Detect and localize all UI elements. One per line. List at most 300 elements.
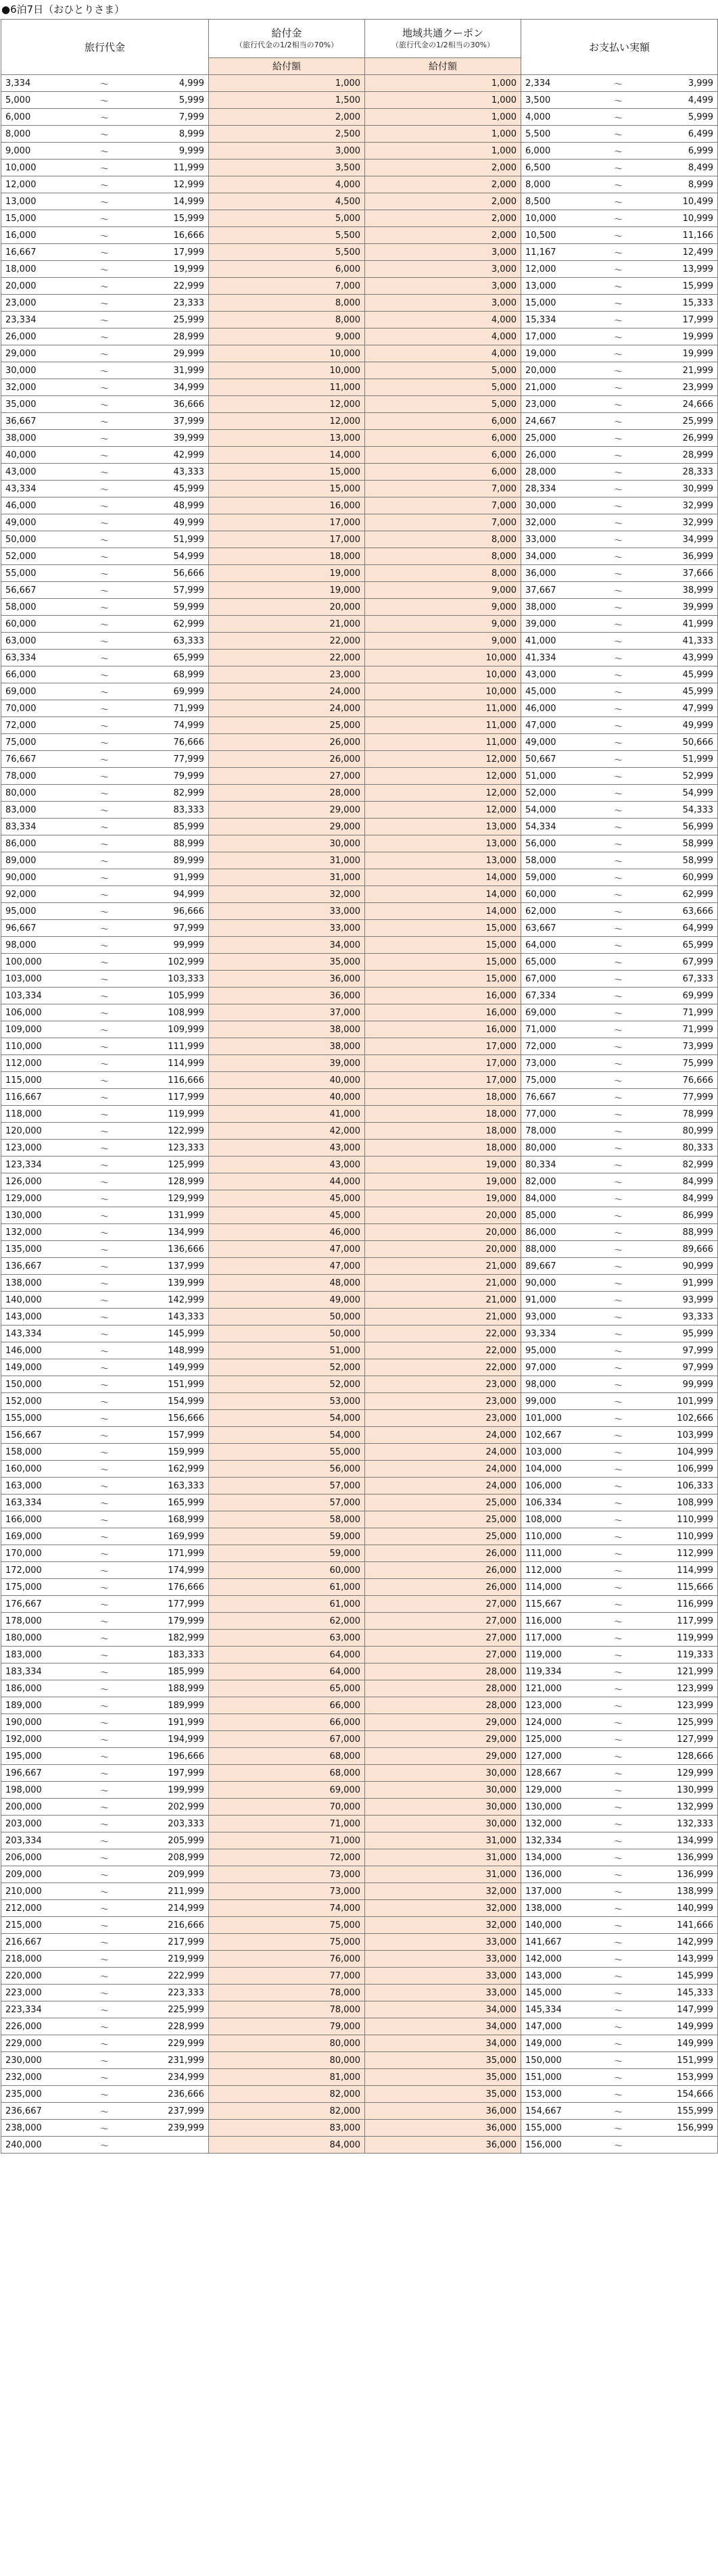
travel-cost-to: 219,999	[135, 1951, 209, 1968]
table-row	[1, 176, 718, 193]
range-separator: ～	[74, 1832, 135, 1849]
travel-cost-to: 111,999	[135, 1038, 209, 1055]
benefit-amount: 44,000	[209, 1173, 365, 1190]
range-separator: ～	[586, 2120, 651, 2137]
range-separator: ～	[74, 852, 135, 869]
range-separator: ～	[74, 1376, 135, 1393]
range-separator: ～	[586, 1680, 651, 1697]
payment-to: 97,999	[651, 1359, 718, 1376]
range-separator: ～	[586, 852, 651, 869]
range-separator: ～	[586, 126, 651, 143]
range-separator: ～	[586, 109, 651, 126]
travel-cost-to: 99,999	[135, 937, 209, 954]
range-separator: ～	[586, 1528, 651, 1545]
benefit-amount: 58,000	[209, 1511, 365, 1528]
payment-from: 127,000	[521, 1748, 586, 1765]
table-row	[1, 971, 718, 988]
table-row	[1, 92, 718, 109]
range-separator: ～	[74, 1038, 135, 1055]
coupon-amount: 18,000	[365, 1089, 521, 1106]
payment-to: 24,666	[651, 396, 718, 413]
travel-cost-to: 62,999	[135, 616, 209, 633]
travel-cost-to: 176,666	[135, 1579, 209, 1596]
payment-from: 62,000	[521, 903, 586, 920]
benefit-amount: 35,000	[209, 954, 365, 971]
travel-cost-from: 89,000	[1, 852, 74, 869]
benefit-amount: 4,500	[209, 193, 365, 210]
benefit-amount: 48,000	[209, 1275, 365, 1292]
payment-to: 6,499	[651, 126, 718, 143]
table-row	[1, 1832, 718, 1849]
coupon-amount: 36,000	[365, 2120, 521, 2137]
travel-cost-from: 3,334	[1, 75, 74, 92]
payment-to: 19,999	[651, 345, 718, 362]
table-row	[1, 261, 718, 278]
range-separator: ～	[74, 2086, 135, 2103]
benefit-amount: 68,000	[209, 1748, 365, 1765]
payment-from: 2,334	[521, 75, 586, 92]
payment-to: 6,999	[651, 143, 718, 160]
benefit-amount: 45,000	[209, 1207, 365, 1224]
table-row	[1, 345, 718, 362]
payment-from: 6,500	[521, 160, 586, 176]
coupon-amount: 4,000	[365, 345, 521, 362]
range-separator: ～	[586, 565, 651, 582]
payment-from: 95,000	[521, 1342, 586, 1359]
payment-to: 151,999	[651, 2052, 718, 2069]
payment-to: 156,999	[651, 2120, 718, 2137]
range-separator: ～	[586, 2103, 651, 2120]
travel-cost-to: 103,333	[135, 971, 209, 988]
range-separator: ～	[74, 497, 135, 514]
travel-cost-to: 129,999	[135, 1190, 209, 1207]
range-separator: ～	[74, 988, 135, 1004]
table-row	[1, 227, 718, 244]
payment-from: 28,000	[521, 464, 586, 481]
range-separator: ～	[74, 447, 135, 464]
travel-cost-to: 23,333	[135, 295, 209, 312]
table-row	[1, 2103, 718, 2120]
range-separator: ～	[74, 937, 135, 954]
benefit-amount: 6,000	[209, 261, 365, 278]
travel-cost-from: 76,667	[1, 751, 74, 768]
table-row	[1, 514, 718, 531]
range-separator: ～	[74, 1680, 135, 1697]
range-separator: ～	[74, 1883, 135, 1900]
payment-from: 63,667	[521, 920, 586, 937]
payment-from: 50,667	[521, 751, 586, 768]
travel-cost-to: 7,999	[135, 109, 209, 126]
range-separator: ～	[586, 362, 651, 379]
table-row	[1, 1342, 718, 1359]
header-coupon-note: （旅行代金の1/2相当の30%）	[391, 41, 495, 49]
benefit-amount: 66,000	[209, 1714, 365, 1731]
table-row	[1, 1258, 718, 1275]
benefit-amount: 84,000	[209, 2137, 365, 2154]
benefit-amount: 50,000	[209, 1309, 365, 1326]
coupon-amount: 7,000	[365, 497, 521, 514]
payment-to: 84,999	[651, 1190, 718, 1207]
range-separator: ～	[586, 988, 651, 1004]
travel-cost-from: 123,000	[1, 1140, 74, 1157]
table-row	[1, 2069, 718, 2086]
range-separator: ～	[74, 1630, 135, 1647]
range-separator: ～	[74, 1697, 135, 1714]
travel-cost-from: 226,000	[1, 2018, 74, 2035]
coupon-amount: 15,000	[365, 920, 521, 937]
range-separator: ～	[74, 1427, 135, 1444]
travel-cost-to: 143,333	[135, 1309, 209, 1326]
range-separator: ～	[586, 1900, 651, 1917]
range-separator: ～	[74, 1342, 135, 1359]
range-separator: ～	[586, 1478, 651, 1494]
coupon-amount: 19,000	[365, 1157, 521, 1173]
travel-cost-to: 139,999	[135, 1275, 209, 1292]
range-separator: ～	[586, 1021, 651, 1038]
travel-cost-to: 211,999	[135, 1883, 209, 1900]
travel-cost-from: 163,000	[1, 1478, 74, 1494]
benefit-amount: 16,000	[209, 497, 365, 514]
travel-cost-to: 199,999	[135, 1782, 209, 1799]
travel-cost-to: 136,666	[135, 1241, 209, 1258]
payment-from: 106,000	[521, 1478, 586, 1494]
table-row	[1, 1072, 718, 1089]
payment-from: 21,000	[521, 379, 586, 396]
coupon-amount: 7,000	[365, 481, 521, 497]
payment-to: 108,999	[651, 1494, 718, 1511]
payment-to: 15,999	[651, 278, 718, 295]
benefit-amount: 24,000	[209, 700, 365, 717]
range-separator: ～	[74, 1951, 135, 1968]
table-row	[1, 1292, 718, 1309]
coupon-amount: 32,000	[365, 1883, 521, 1900]
table-row	[1, 920, 718, 937]
payment-to: 149,999	[651, 2018, 718, 2035]
travel-cost-to: 189,999	[135, 1697, 209, 1714]
travel-cost-to: 179,999	[135, 1613, 209, 1630]
range-separator: ～	[586, 1968, 651, 1985]
travel-cost-from: 155,000	[1, 1410, 74, 1427]
range-separator: ～	[74, 1258, 135, 1275]
travel-cost-to: 217,999	[135, 1934, 209, 1951]
coupon-amount: 8,000	[365, 565, 521, 582]
travel-cost-from: 109,000	[1, 1021, 74, 1038]
range-separator: ～	[586, 143, 651, 160]
range-separator: ～	[586, 1579, 651, 1596]
travel-cost-from: 58,000	[1, 599, 74, 616]
payment-from: 108,000	[521, 1511, 586, 1528]
travel-cost-from: 16,000	[1, 227, 74, 244]
travel-cost-from: 149,000	[1, 1359, 74, 1376]
travel-cost-to: 102,999	[135, 954, 209, 971]
table-row	[1, 2137, 718, 2154]
travel-cost-to: 8,999	[135, 126, 209, 143]
table-row	[1, 1613, 718, 1630]
range-separator: ～	[586, 768, 651, 785]
range-separator: ～	[586, 1799, 651, 1816]
travel-cost-to: 163,333	[135, 1478, 209, 1494]
travel-cost-from: 215,000	[1, 1917, 74, 1934]
table-row	[1, 109, 718, 126]
payment-from: 110,000	[521, 1528, 586, 1545]
coupon-amount: 12,000	[365, 802, 521, 819]
range-separator: ～	[586, 92, 651, 109]
range-separator: ～	[74, 2018, 135, 2035]
coupon-amount: 31,000	[365, 1832, 521, 1849]
travel-cost-from: 135,000	[1, 1241, 74, 1258]
travel-cost-from: 66,000	[1, 666, 74, 683]
range-separator: ～	[586, 1951, 651, 1968]
travel-cost-to: 51,999	[135, 531, 209, 548]
travel-cost-from: 103,000	[1, 971, 74, 988]
range-separator: ～	[586, 1241, 651, 1258]
range-separator: ～	[74, 700, 135, 717]
range-separator: ～	[74, 1528, 135, 1545]
payment-to: 80,333	[651, 1140, 718, 1157]
travel-cost-to: 49,999	[135, 514, 209, 531]
benefit-amount: 31,000	[209, 869, 365, 886]
payment-to: 99,999	[651, 1376, 718, 1393]
table-row	[1, 1427, 718, 1444]
travel-cost-to: 239,999	[135, 2120, 209, 2137]
travel-cost-from: 209,000	[1, 1866, 74, 1883]
payment-from: 84,000	[521, 1190, 586, 1207]
table-row	[1, 1849, 718, 1866]
benefit-amount: 57,000	[209, 1494, 365, 1511]
travel-cost-to: 83,333	[135, 802, 209, 819]
range-separator: ～	[74, 1613, 135, 1630]
coupon-amount: 23,000	[365, 1410, 521, 1427]
payment-from: 114,000	[521, 1579, 586, 1596]
travel-cost-to: 65,999	[135, 650, 209, 666]
table-row	[1, 1968, 718, 1985]
coupon-amount: 8,000	[365, 531, 521, 548]
coupon-amount: 27,000	[365, 1647, 521, 1663]
payment-from: 111,000	[521, 1545, 586, 1562]
header-coupon: 地域共通クーポン （旅行代金の1/2相当の30%）	[365, 20, 521, 58]
payment-to: 153,999	[651, 2069, 718, 2086]
payment-to: 67,333	[651, 971, 718, 988]
travel-cost-to: 216,666	[135, 1917, 209, 1934]
travel-cost-to: 105,999	[135, 988, 209, 1004]
travel-cost-from: 130,000	[1, 1207, 74, 1224]
coupon-amount: 6,000	[365, 447, 521, 464]
payment-to: 62,999	[651, 886, 718, 903]
coupon-amount: 21,000	[365, 1275, 521, 1292]
range-separator: ～	[74, 514, 135, 531]
travel-cost-to: 209,999	[135, 1866, 209, 1883]
travel-cost-from: 229,000	[1, 2035, 74, 2052]
range-separator: ～	[586, 464, 651, 481]
coupon-amount: 1,000	[365, 109, 521, 126]
benefit-amount: 17,000	[209, 514, 365, 531]
table-row	[1, 1816, 718, 1832]
range-separator: ～	[74, 329, 135, 345]
benefit-amount: 40,000	[209, 1089, 365, 1106]
benefit-amount: 46,000	[209, 1224, 365, 1241]
payment-to: 41,333	[651, 633, 718, 650]
range-separator: ～	[74, 379, 135, 396]
payment-to: 25,999	[651, 413, 718, 430]
payment-from: 13,000	[521, 278, 586, 295]
range-separator: ～	[586, 1055, 651, 1072]
range-separator: ～	[74, 1393, 135, 1410]
benefit-amount: 20,000	[209, 599, 365, 616]
travel-cost-from: 146,000	[1, 1342, 74, 1359]
range-separator: ～	[586, 497, 651, 514]
travel-cost-from: 15,000	[1, 210, 74, 227]
travel-cost-from: 115,000	[1, 1072, 74, 1089]
table-row	[1, 1275, 718, 1292]
travel-cost-from: 143,000	[1, 1309, 74, 1326]
coupon-amount: 24,000	[365, 1461, 521, 1478]
payment-from: 56,000	[521, 835, 586, 852]
range-separator: ～	[586, 1089, 651, 1106]
coupon-amount: 32,000	[365, 1900, 521, 1917]
travel-cost-to: 63,333	[135, 633, 209, 650]
travel-cost-from: 75,000	[1, 734, 74, 751]
range-separator: ～	[74, 430, 135, 447]
table-row	[1, 869, 718, 886]
range-separator: ～	[586, 751, 651, 768]
coupon-amount: 7,000	[365, 514, 521, 531]
travel-cost-to: 234,999	[135, 2069, 209, 2086]
travel-cost-from: 96,667	[1, 920, 74, 937]
travel-cost-to: 114,999	[135, 1055, 209, 1072]
travel-cost-from: 78,000	[1, 768, 74, 785]
travel-cost-to: 31,999	[135, 362, 209, 379]
table-row	[1, 1444, 718, 1461]
table-row	[1, 666, 718, 683]
coupon-amount: 29,000	[365, 1731, 521, 1748]
range-separator: ～	[586, 1494, 651, 1511]
travel-cost-to: 125,999	[135, 1157, 209, 1173]
payment-from: 140,000	[521, 1917, 586, 1934]
payment-from: 153,000	[521, 2086, 586, 2103]
coupon-amount: 2,000	[365, 160, 521, 176]
payment-to: 21,999	[651, 362, 718, 379]
travel-cost-from: 169,000	[1, 1528, 74, 1545]
range-separator: ～	[74, 1663, 135, 1680]
table-body	[1, 75, 718, 2154]
range-separator: ～	[586, 193, 651, 210]
benefit-amount: 64,000	[209, 1663, 365, 1680]
payment-to: 95,999	[651, 1326, 718, 1342]
range-separator: ～	[586, 1157, 651, 1173]
range-separator: ～	[74, 1292, 135, 1309]
range-separator: ～	[74, 1596, 135, 1613]
travel-cost-to: 202,999	[135, 1799, 209, 1816]
payment-from: 121,000	[521, 1680, 586, 1697]
benefit-amount: 81,000	[209, 2069, 365, 2086]
payment-from: 103,000	[521, 1444, 586, 1461]
travel-cost-from: 136,667	[1, 1258, 74, 1275]
payment-to: 77,999	[651, 1089, 718, 1106]
coupon-amount: 6,000	[365, 464, 521, 481]
payment-from: 52,000	[521, 785, 586, 802]
coupon-amount: 3,000	[365, 261, 521, 278]
range-separator: ～	[74, 1444, 135, 1461]
range-separator: ～	[586, 1883, 651, 1900]
benefit-amount: 36,000	[209, 988, 365, 1004]
benefit-amount: 56,000	[209, 1461, 365, 1478]
benefit-amount: 29,000	[209, 802, 365, 819]
benefit-amount: 82,000	[209, 2103, 365, 2120]
payment-from: 154,667	[521, 2103, 586, 2120]
travel-cost-from: 160,000	[1, 1461, 74, 1478]
travel-cost-to: 74,999	[135, 717, 209, 734]
payment-to: 37,666	[651, 565, 718, 582]
payment-from: 8,500	[521, 193, 586, 210]
benefit-amount: 22,000	[209, 633, 365, 650]
travel-cost-to: 56,666	[135, 565, 209, 582]
payment-from: 147,000	[521, 2018, 586, 2035]
table-row	[1, 362, 718, 379]
payment-to: 34,999	[651, 531, 718, 548]
table-row	[1, 1140, 718, 1157]
travel-cost-to: 236,666	[135, 2086, 209, 2103]
benefit-amount: 52,000	[209, 1376, 365, 1393]
payment-from: 54,334	[521, 819, 586, 835]
payment-from: 82,000	[521, 1173, 586, 1190]
range-separator: ～	[586, 1427, 651, 1444]
range-separator: ～	[74, 160, 135, 176]
coupon-amount: 1,000	[365, 126, 521, 143]
range-separator: ～	[74, 1478, 135, 1494]
range-separator: ～	[586, 379, 651, 396]
range-separator: ～	[586, 2086, 651, 2103]
coupon-amount: 21,000	[365, 1309, 521, 1326]
payment-to: 41,999	[651, 616, 718, 633]
travel-cost-from: 69,000	[1, 683, 74, 700]
coupon-amount: 13,000	[365, 819, 521, 835]
payment-from: 106,334	[521, 1494, 586, 1511]
travel-cost-to: 194,999	[135, 1731, 209, 1748]
benefit-amount: 10,000	[209, 362, 365, 379]
travel-cost-from: 178,000	[1, 1613, 74, 1630]
benefit-amount: 24,000	[209, 683, 365, 700]
benefit-amount: 18,000	[209, 548, 365, 565]
payment-from: 69,000	[521, 1004, 586, 1021]
range-separator: ～	[586, 616, 651, 633]
benefit-amount: 80,000	[209, 2052, 365, 2069]
coupon-amount: 2,000	[365, 193, 521, 210]
range-separator: ～	[586, 176, 651, 193]
benefit-amount: 72,000	[209, 1849, 365, 1866]
payment-from: 5,500	[521, 126, 586, 143]
payment-to: 10,999	[651, 210, 718, 227]
payment-from: 80,000	[521, 1140, 586, 1157]
range-separator: ～	[586, 937, 651, 954]
range-separator: ～	[74, 616, 135, 633]
travel-cost-to: 225,999	[135, 2001, 209, 2018]
range-separator: ～	[74, 92, 135, 109]
coupon-amount: 14,000	[365, 903, 521, 920]
range-separator: ～	[586, 1917, 651, 1934]
travel-cost-from: 100,000	[1, 954, 74, 971]
payment-from: 34,000	[521, 548, 586, 565]
range-separator: ～	[74, 1055, 135, 1072]
range-separator: ～	[586, 1190, 651, 1207]
benefit-amount: 54,000	[209, 1427, 365, 1444]
travel-cost-to: 71,999	[135, 700, 209, 717]
coupon-amount: 23,000	[365, 1393, 521, 1410]
range-separator: ～	[74, 1309, 135, 1326]
travel-cost-to: 231,999	[135, 2052, 209, 2069]
range-separator: ～	[586, 1647, 651, 1663]
benefit-amount: 49,000	[209, 1292, 365, 1309]
coupon-amount: 11,000	[365, 717, 521, 734]
